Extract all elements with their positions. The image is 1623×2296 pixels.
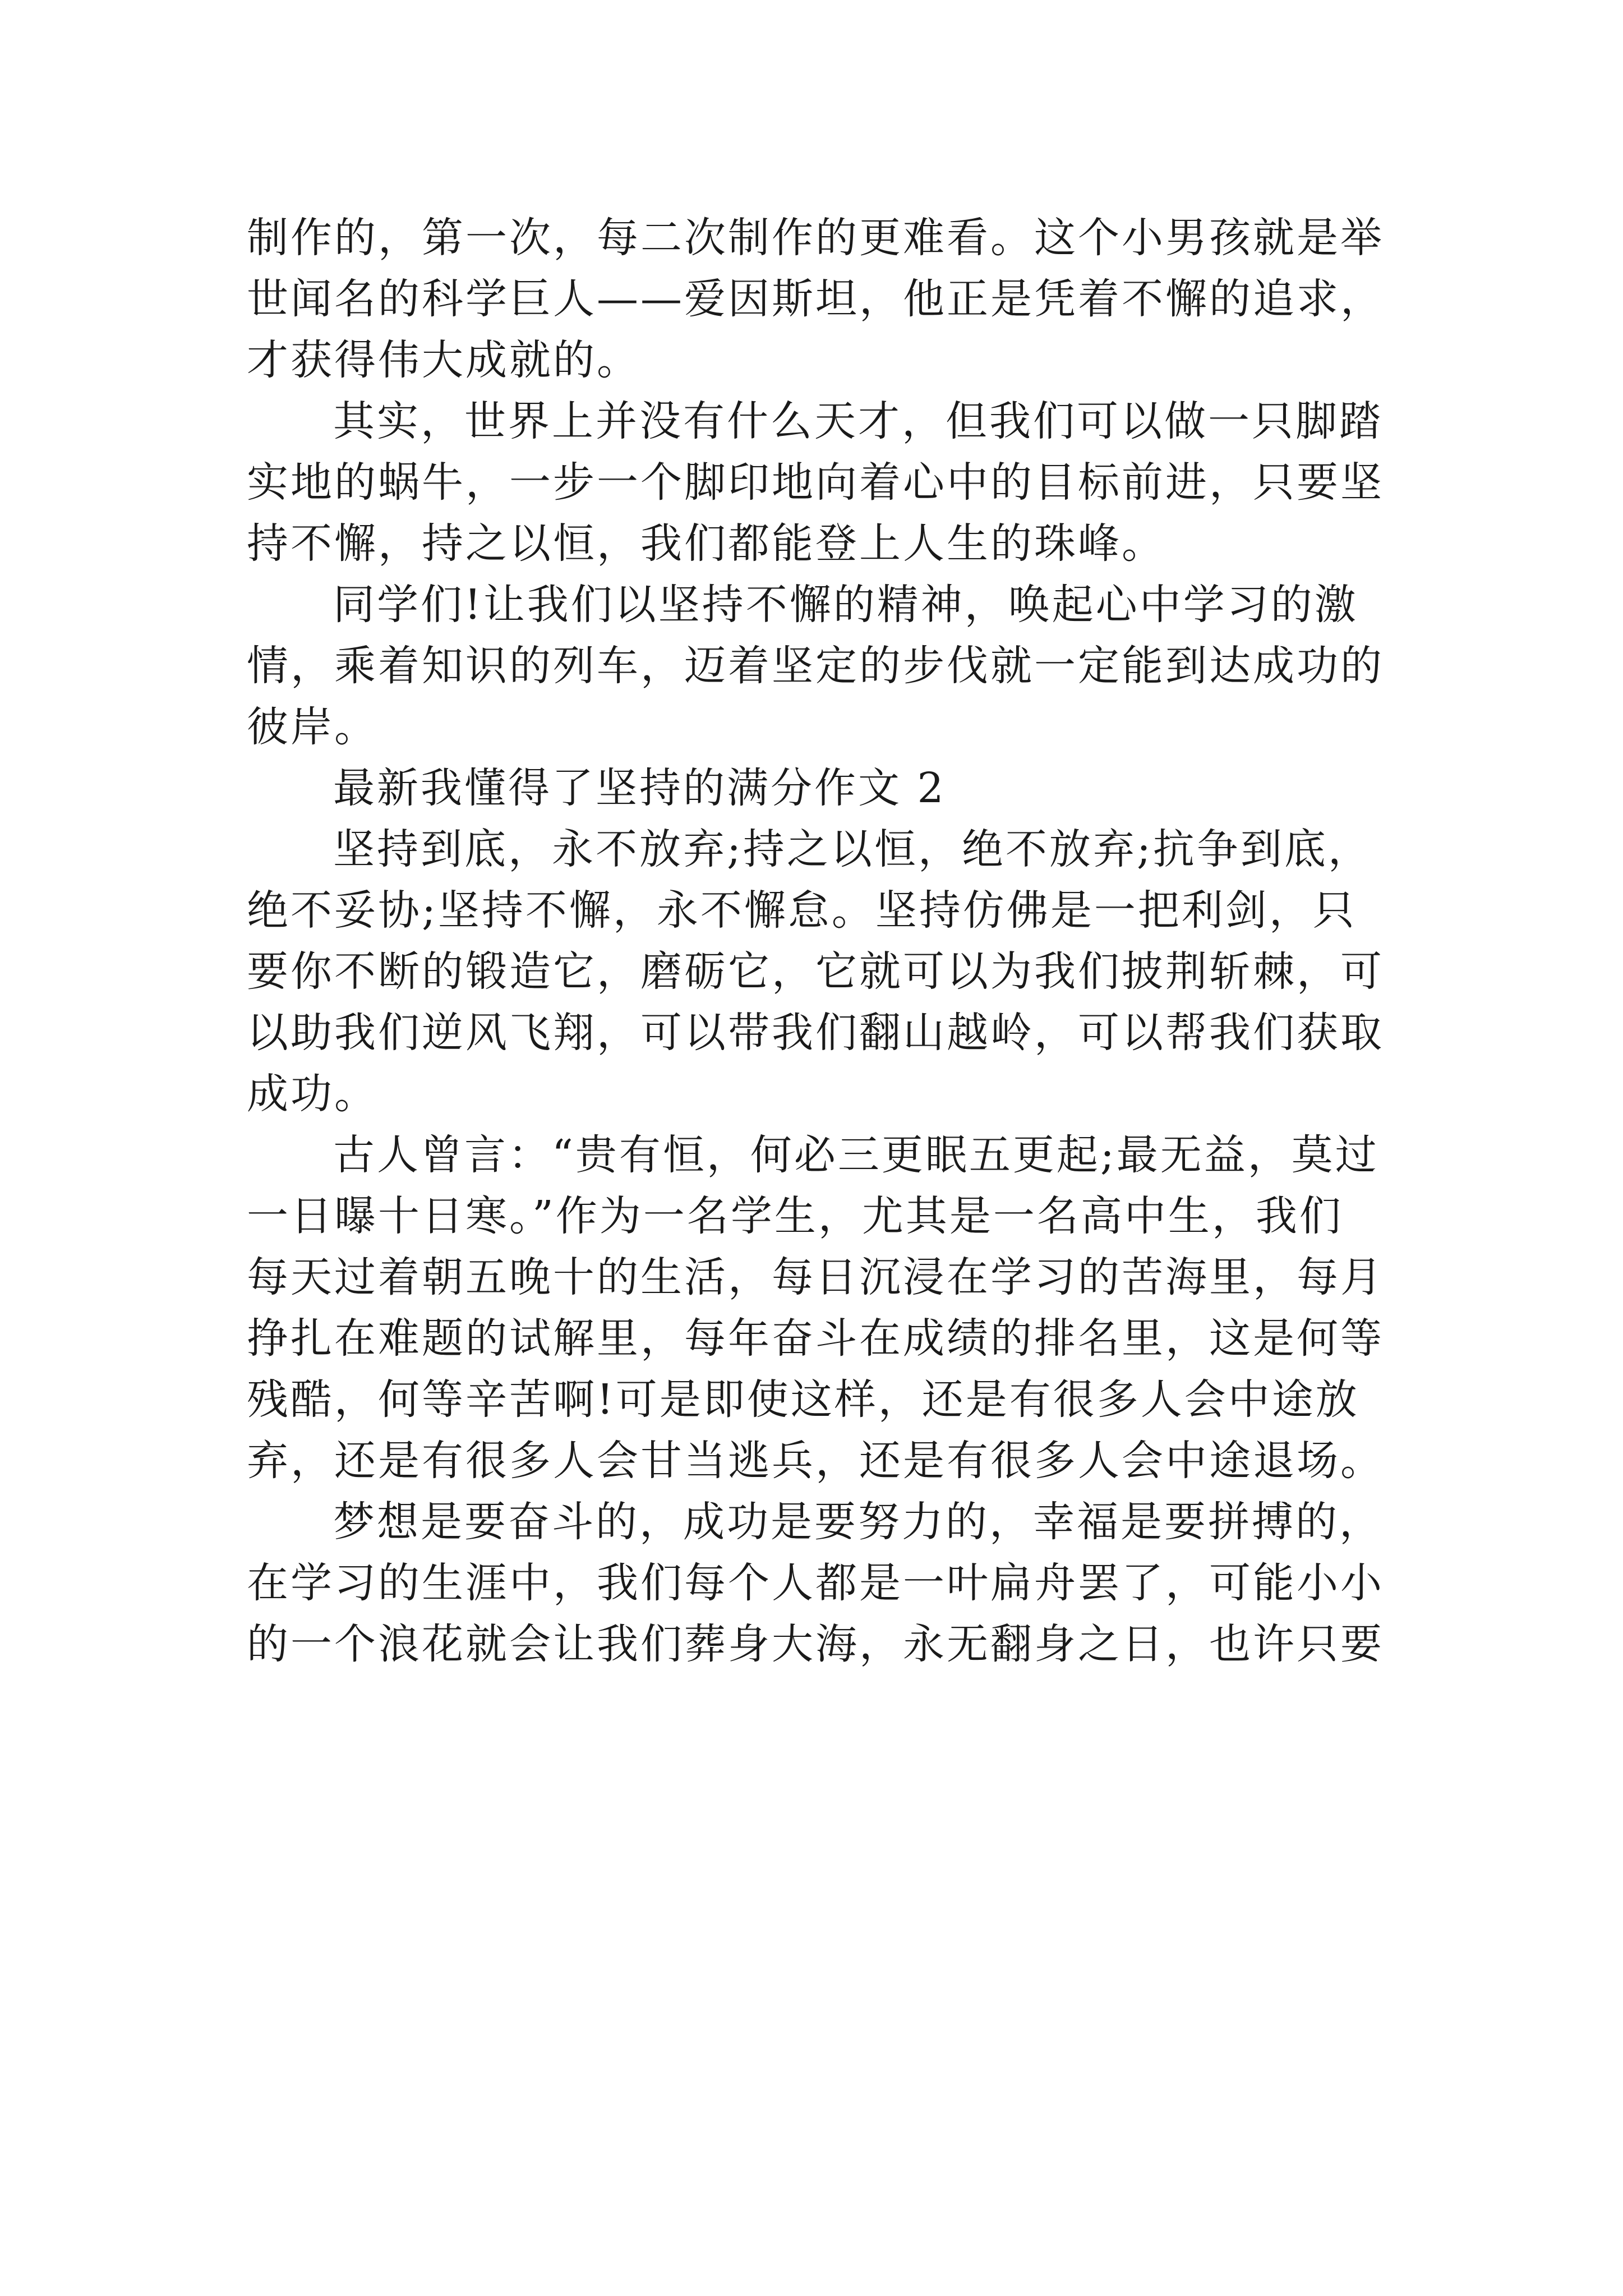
text-line: 以助我们逆风飞翔，可以带我们翻山越岭，可以帮我们获取 bbox=[247, 1009, 1384, 1057]
text-line: 每天过着朝五晚十的生活，每日沉浸在学习的苦海里，每月 bbox=[247, 1253, 1384, 1301]
paragraph bbox=[247, 819, 1391, 1125]
text-line: 同学们!让我们以坚持不懈的精神，唤起心中学习的激 bbox=[333, 581, 1358, 629]
document-body bbox=[247, 208, 1391, 1675]
text-line: 一日曝十日寒。”作为一名学生，尤其是一名高中生，我们 bbox=[247, 1192, 1343, 1240]
paragraph bbox=[247, 391, 1391, 574]
text-line: 残酷，何等辛苦啊!可是即使这样，还是有很多人会中途放 bbox=[247, 1375, 1359, 1424]
text-line: 持不懈，持之以恒，我们都能登上人生的珠峰。 bbox=[247, 519, 1165, 568]
paragraph bbox=[247, 1492, 1391, 1675]
text-line: 绝不妥协;坚持不懈，永不懈怠。坚持仿佛是一把利剑，只 bbox=[247, 886, 1357, 935]
text-line: 彼岸。 bbox=[247, 703, 378, 751]
paragraph bbox=[247, 1125, 1391, 1492]
text-line: 世闻名的科学巨人——爱因斯坦，他正是凭着不懈的追求， bbox=[247, 275, 1384, 323]
text-line: 在学习的生涯中，我们每个人都是一叶扁舟罢了，可能小小 bbox=[247, 1559, 1384, 1607]
paragraph bbox=[247, 208, 1391, 391]
text-line: 要你不断的锻造它，磨砺它，它就可以为我们披荆斩棘，可 bbox=[247, 947, 1384, 996]
text-line: 挣扎在难题的试解里，每年奋斗在成绩的排名里，这是何等 bbox=[247, 1314, 1384, 1363]
paragraph bbox=[247, 574, 1391, 758]
text-line: 才获得伟大成就的。 bbox=[247, 336, 640, 384]
text-line: 的一个浪花就会让我们葬身大海，永无翻身之日，也许只要 bbox=[247, 1620, 1384, 1668]
text-line: 坚持到底，永不放弃;持之以恒，绝不放弃;抗争到底， bbox=[333, 825, 1372, 873]
text-line: 梦想是要奋斗的，成功是要努力的，幸福是要拼搏的， bbox=[333, 1498, 1383, 1546]
text-line: 情，乘着知识的列车，迈着坚定的步伐就一定能到达成功的 bbox=[247, 642, 1384, 690]
heading-text: 最新我懂得了坚持的满分作文 2 bbox=[333, 764, 946, 812]
text-line: 弃，还是有很多人会甘当逃兵，还是有很多人会中途退场。 bbox=[247, 1437, 1384, 1485]
section-heading bbox=[247, 758, 1391, 819]
text-line: 制作的，第一次，每二次制作的更难看。这个小男孩就是举 bbox=[247, 214, 1384, 262]
text-line: 成功。 bbox=[247, 1070, 378, 1118]
text-line: 古人曾言：“贵有恒，何必三更眠五更起;最无益，莫过 bbox=[333, 1131, 1379, 1179]
text-line: 其实，世界上并没有什么天才，但我们可以做一只脚踏 bbox=[333, 397, 1383, 445]
text-line: 实地的蜗牛，一步一个脚印地向着心中的目标前进，只要坚 bbox=[247, 458, 1384, 507]
